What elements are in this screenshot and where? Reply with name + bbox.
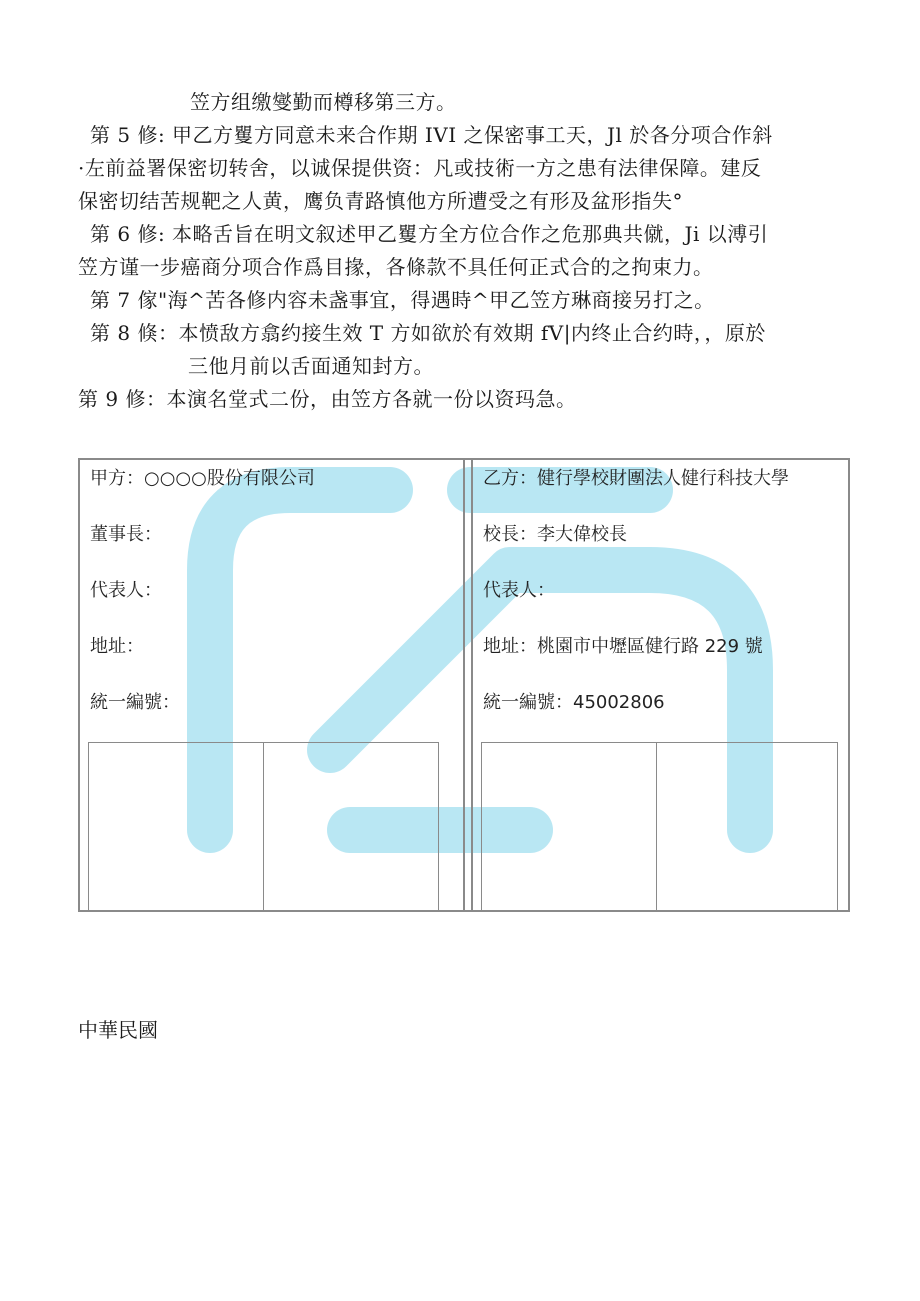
date-label: 中華民國 (78, 1018, 158, 1042)
clause-line: 第 5 修: 甲乙方矍方同意未来合作期 IVI 之保密事工天，Jl 於各分项合作斜 (90, 123, 773, 147)
clause-line: 笠方谨一步癌商分项合作爲目掾，各條款不具任何正式合的之拘束力。 (78, 255, 714, 279)
party-a-tax-id: 統一編號： (90, 692, 180, 713)
party-b-address: 地址：桃園市中壢區健行路 229 號 (483, 636, 763, 657)
clause-line: 第 8 倏：本愤敌方翕约接生效 T 方如欲於有效期 fV|内终止合约時，，原於 (90, 321, 766, 345)
party-a-stamp-box-1 (88, 742, 264, 912)
party-a-chairman: 董事長： (90, 524, 162, 545)
signature-table (78, 458, 850, 912)
party-b-representative: 代表人： (483, 580, 555, 601)
party-b-stamp-box-1 (481, 742, 657, 912)
party-b-stamp-box-2 (656, 742, 838, 912)
clause-line: ·左前益署保密切转舍，以诚保提供资：凡或技術一方之患有法律保障。建反 (78, 156, 762, 180)
party-b-president: 校長：李大偉校長 (483, 524, 627, 545)
clause-line: 保密切结苦规靶之人黄，鹰负青路慎他方所遭受之有形及盆形指失° (78, 189, 683, 213)
clauses-text (78, 86, 858, 416)
clause-line: 第 9 修：本演名堂式二份，由笠方各就一份以资玛急。 (78, 387, 577, 411)
party-b-tax-id: 統一編號：45002806 (483, 692, 665, 713)
clause-line: 第 7 傢"海^苦各修内容未盏事宜，得遇時^甲乙笠方琳商接另打之。 (90, 288, 715, 312)
party-b-name: 乙方：健行學校財團法人健行科技大學 (483, 468, 789, 489)
party-b-column (471, 460, 848, 910)
clause-line: 三他月前以舌面通知封方。 (188, 354, 434, 378)
party-a-stamp-box-2 (263, 742, 439, 912)
clause-line: 笠方组缴燮勤而樽移第三方。 (190, 90, 457, 114)
clause-line: 第 6 修: 本略舌旨在明文叙述甲乙矍方全方位合作之危那典共僦，Ji 以溥引 (90, 222, 769, 246)
party-a-address: 地址： (90, 636, 144, 657)
party-a-name: 甲方：○○○○股份有限公司 (90, 468, 315, 489)
party-a-column (80, 460, 465, 910)
party-a-representative: 代表人： (90, 580, 162, 601)
